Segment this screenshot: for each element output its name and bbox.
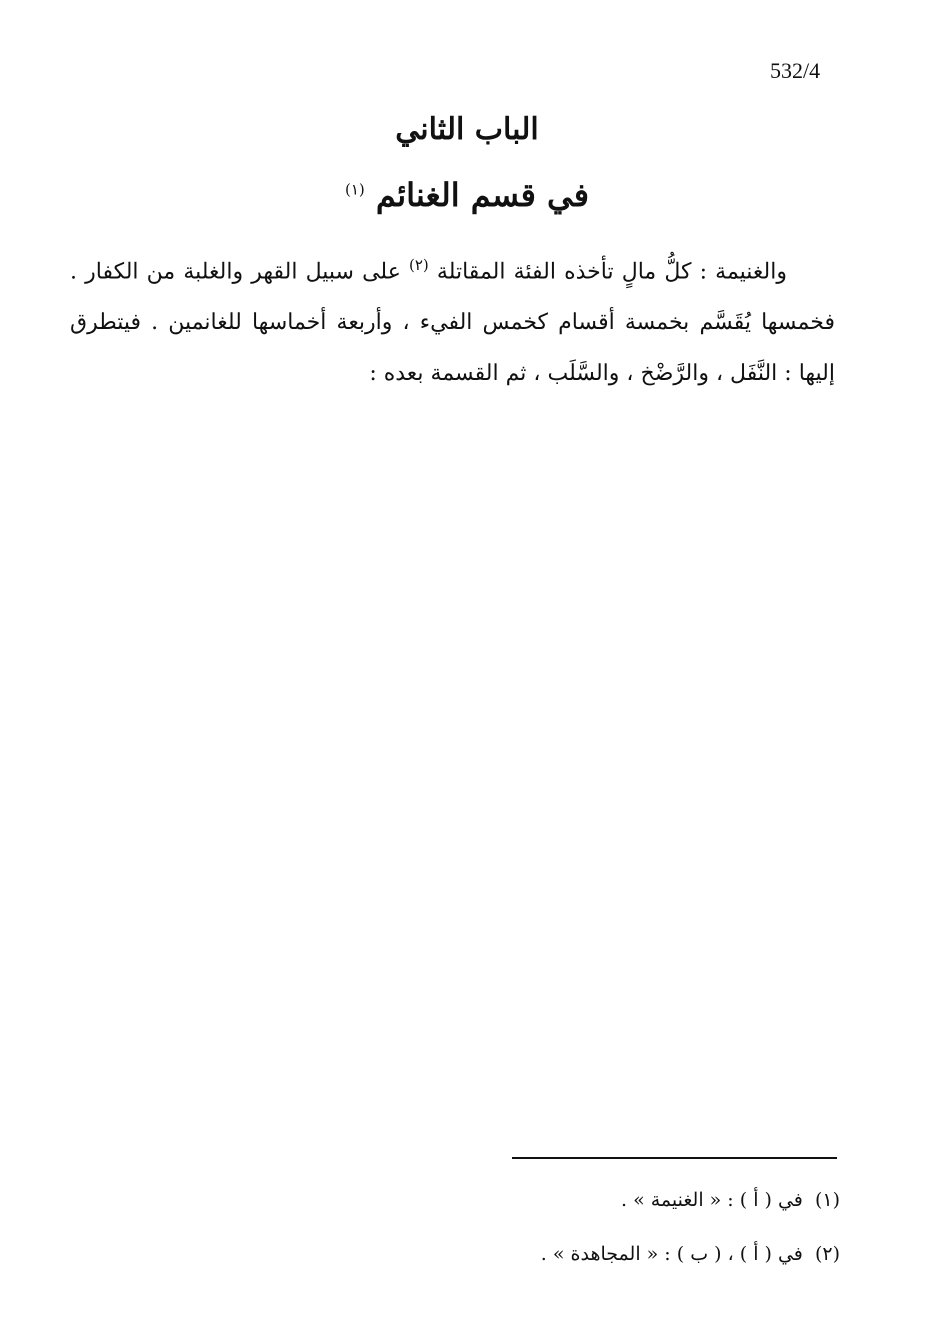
- footnotes: [300, 1183, 840, 1291]
- section-title: [0, 176, 934, 214]
- section-title-text: في قسم الغنائم: [375, 176, 589, 214]
- footnote-number: (٢): [814, 1243, 840, 1265]
- footnote-number: (١): [814, 1189, 840, 1211]
- body-paragraph: [70, 240, 835, 399]
- paragraph-text-part-1: والغنيمة : كلُّ مالٍ تأخذه الفئة المقاتلة: [436, 259, 787, 285]
- paragraph-text-part-2: على سبيل القهر والغلبة من الكفار . فخمسها يُقَسَّم بخمسة أقسام كخمس الفيء ، وأربعة أخماسها للغانمين . فيتطرق إليها : النَّفَل ، والرَّضْخ ، والسَّلَب ، ثم القسمة بعده :: [70, 259, 835, 387]
- footnote-item: [300, 1183, 840, 1237]
- paragraph: [70, 240, 835, 399]
- page-number: 532/4: [770, 58, 821, 83]
- footnote-divider: [512, 1157, 837, 1159]
- paragraph-footnote-marker: (٢): [408, 256, 429, 274]
- footnote-text: في ( أ ) ، ( ب ) : « المجاهدة » .: [540, 1243, 803, 1265]
- section-footnote-marker: (١): [345, 180, 365, 199]
- footnote-text: في ( أ ) : « الغنيمة » .: [620, 1189, 803, 1211]
- chapter-title: الباب الثاني: [395, 112, 539, 147]
- footnote-item: [300, 1237, 840, 1291]
